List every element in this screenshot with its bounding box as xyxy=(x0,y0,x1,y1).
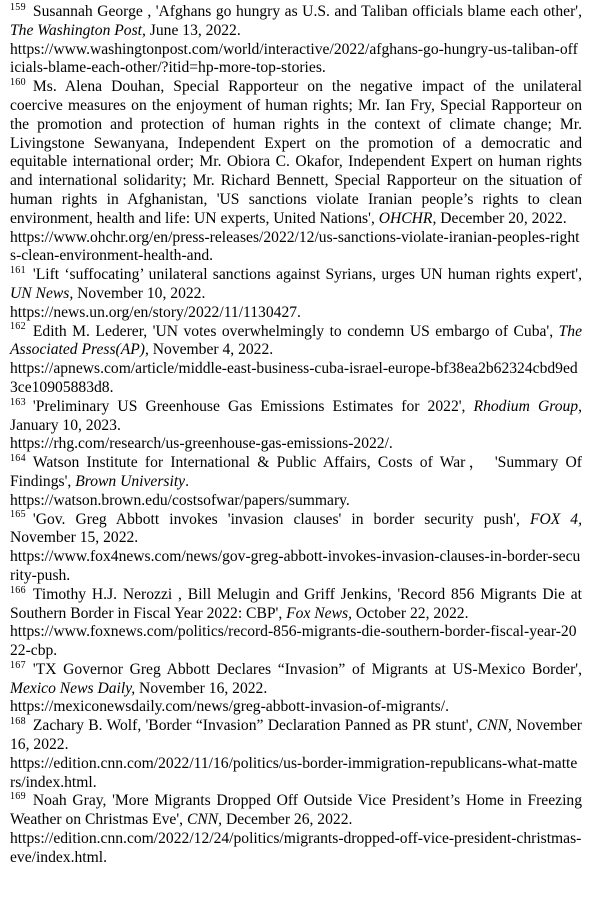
source-name: Fox News, xyxy=(286,604,352,622)
footnote-163 xyxy=(10,398,582,454)
footnote-number: 164 xyxy=(10,452,26,464)
footnote-text: June 13, 2022. xyxy=(145,21,241,39)
footnote-166 xyxy=(10,586,582,661)
footnote-text: Zachary B. Wolf, 'Border “Invasion” Declaration Panned as PR stunt', xyxy=(32,717,477,735)
footnote-number: 169 xyxy=(10,791,26,803)
footnote-text: , November 4, 2022. xyxy=(144,341,274,359)
footnote-number: 160 xyxy=(10,77,26,88)
source-name: Rhodium Group xyxy=(473,397,579,415)
footnote-url: https://www.ohchr.org/en/press-releases/2022/12/us-sanctions-violate-iranian-peoples-rights-clean-environment-health-and. xyxy=(10,228,580,265)
source-name: OHCHR, xyxy=(378,209,437,227)
footnote-url: https://watson.brown.edu/costsofwar/papers/summary. xyxy=(10,491,350,509)
footnotes-list xyxy=(10,3,582,868)
footnote-162 xyxy=(10,323,582,398)
source-name: Mexico News Daily, xyxy=(10,679,136,697)
source-name: CNN, xyxy=(186,811,223,829)
footnote-161 xyxy=(10,266,582,322)
footnote-text: Susannah George , 'Afghans go hungry as U.S. and Taliban officials blame each other', xyxy=(32,3,582,20)
footnote-url: https://www.foxnews.com/politics/record-856-migrants-die-southern-border-fiscal-year-2022-cbp. xyxy=(10,623,577,660)
footnote-159 xyxy=(10,3,582,78)
footnote-number: 162 xyxy=(10,321,26,333)
footnote-text: Edith M. Lederer, 'UN votes overwhelmingly to condemn US embargo of Cuba', xyxy=(32,322,559,340)
footnote-160 xyxy=(10,78,582,266)
footnote-number: 161 xyxy=(10,264,26,276)
footnote-text: 'Gov. Greg Abbott invokes 'invasion clauses' in border security push', xyxy=(32,510,530,528)
footnote-url: https://mexiconewsdaily.com/news/greg-abbott-invasion-of-migrants/. xyxy=(10,698,449,716)
source-name: FOX 4, xyxy=(529,510,582,528)
footnote-url: https://edition.cnn.com/2022/11/16/politics/us-border-immigration-republicans-what-matters/index.html. xyxy=(10,754,578,791)
footnote-text: November 16, 2022. xyxy=(10,717,582,754)
footnote-text: . xyxy=(185,472,189,490)
footnote-number: 159 xyxy=(10,1,26,13)
footnote-text: October 22, 2022. xyxy=(351,604,469,622)
footnote-number: 167 xyxy=(10,659,26,671)
footnote-text: Timothy H.J. Nerozzi , Bill Melugin and Griff Jenkins, 'Record 856 Migrants Die at Southern Border in Fiscal Year 2022: CBP', xyxy=(10,585,582,622)
footnote-text: 'TX Governor Greg Abbott Declares “Invasion” of Migrants at US-Mexico Border', xyxy=(32,660,582,678)
source-name: The Associated Press(AP) xyxy=(10,322,582,359)
footnote-number: 168 xyxy=(10,716,26,728)
footnote-167 xyxy=(10,661,582,717)
footnote-url: https://www.fox4news.com/news/gov-greg-abbott-invokes-invasion-clauses-in-border-security-push. xyxy=(10,548,581,584)
footnote-text: December 26, 2022. xyxy=(222,811,353,829)
footnote-text: November 15, 2022. xyxy=(10,529,139,547)
footnote-number: 163 xyxy=(10,396,26,408)
footnote-url: https://news.un.org/en/story/2022/11/1130427. xyxy=(10,303,301,321)
footnote-text: December 20, 2022. xyxy=(436,209,567,227)
source-name: The Washington Post, xyxy=(10,21,146,39)
footnote-number: 166 xyxy=(10,584,26,596)
footnote-text: Watson Institute for International & Public Affairs, Costs of War， 'Summary Of Findings', xyxy=(10,454,582,490)
footnote-168 xyxy=(10,717,582,792)
footnote-url: https://www.washingtonpost.com/world/interactive/2022/afghans-go-hungry-us-taliban-officials-blame-each-other/?itid=hp-more-top-stories. xyxy=(10,40,578,77)
footnote-text: 'Preliminary US Greenhouse Gas Emissions Estimates for 2022', xyxy=(32,397,474,415)
footnote-number: 165 xyxy=(10,509,26,521)
footnote-169 xyxy=(10,792,582,867)
footnote-165 xyxy=(10,511,582,586)
footnote-text: 'Lift ‘suffocating’ unilateral sanctions against Syrians, urges UN human rights expert', xyxy=(32,266,582,284)
footnote-text: November 10, 2022. xyxy=(73,284,206,302)
source-name: CNN, xyxy=(476,717,512,735)
source-name: Brown University xyxy=(75,472,186,490)
footnote-url: https://rhg.com/research/us-greenhouse-gas-emissions-2022/. xyxy=(10,435,393,453)
footnote-url: https://apnews.com/article/middle-east-business-cuba-israel-europe-bf38ea2b62324cbd9ed3ce10905883d8. xyxy=(10,360,578,396)
footnote-164 xyxy=(10,454,582,510)
source-name: UN News, xyxy=(10,284,74,302)
footnote-text: Ms. Alena Douhan, Special Rapporteur on the negative impact of the unilateral coercive measures on the enjoyment of human rights; Mr. Ian Fry, Special Rapporteur on the promotion and protection of human rights in the context of climate change; Mr. Livingstone Sewanyana, Independent Expert on the promotion of a democratic and equitable international order; Mr. Obiora C. Okafor, Independent Expert on human rights and international solidarity; Mr. Richard Bennett, Special Rapporteur on the situation of human rights in Afghanistan, 'US sanctions violate Iranian people’s rights to clean environment, health and life: UN experts, United Nations', xyxy=(10,78,582,227)
footnote-text: , January 10, 2023. xyxy=(10,397,582,434)
footnote-text: Noah Gray, 'More Migrants Dropped Off Outside Vice President’s Home in Freezing Weather on Christmas Eve', xyxy=(10,792,582,829)
footnote-url: https://edition.cnn.com/2022/12/24/politics/migrants-dropped-off-vice-president-christmas-eve/index.html. xyxy=(10,830,582,866)
footnote-text: November 16, 2022. xyxy=(135,679,268,697)
